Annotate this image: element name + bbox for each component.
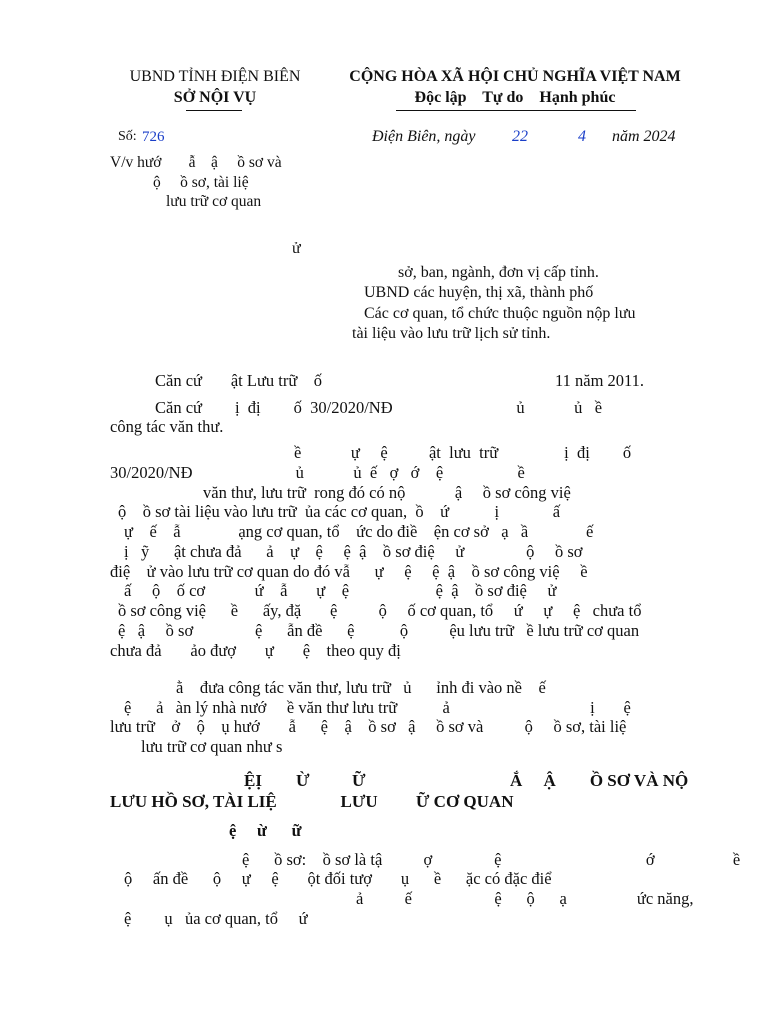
paragraph-line: ồ sơ công việ ề ấy, đặ ệ ộ ố cơ quan, tổ ứ ự ệ chưa tổ [118,601,642,620]
recipient-item: Các cơ quan, tổ chức thuộc nguồn nộp lưu [364,305,636,322]
paragraph-line: ệ ả àn lý nhà nướ ề văn thư lưu trữ ả ị ệ [124,698,631,717]
paragraph-line: lưu trữ ở ộ ụ hướ ẫ ệ ậ ồ sơ ậ ồ sơ và ộ ồ sơ, tài liệ [110,717,627,736]
subsection-heading: ệ ừ ữ [229,821,302,840]
recipient-item: tài liệu vào lưu trữ lịch sử tỉnh. [352,325,551,342]
motto-underline [396,110,636,111]
paragraph-line: ị ỹ ật chưa đả ả ự ệ ệ ậ ồ sơ điệ ử ộ ồ sơ [124,542,583,561]
doc-number: 726 [142,129,165,145]
issuing-org: SỞ NỘI VỤ [173,89,257,106]
paragraph-line: ề ự ệ ật lưu trữ ị đị ố [294,443,632,462]
recipients-lead: ử [292,240,301,257]
paragraph-line: ằ đưa công tác văn thư, lưu trữ ủ ỉnh đi vào nề ế [176,678,546,697]
recipient-item: sở, ban, ngành, đơn vị cấp tỉnh. [398,264,599,281]
doc-day: 22 [512,128,528,145]
paragraph-line: điệ ử vào lưu trữ cơ quan do đó vẫ ự ệ ệ ậ ồ sơ công việ ề [110,562,588,581]
subject-line-3: lưu trữ cơ quan [166,193,262,210]
subject-line-1: V/v hướ ẫ ậ ồ sơ và [110,154,282,171]
recipient-item: UBND các huyện, thị xã, thành phố [364,284,594,301]
section-title-line-1: ỆỊ Ừ Ữ Ắ Ậ Ồ SƠ VÀ NỘ [244,771,689,790]
subject-line-2: ộ ồ sơ, tài liệ [153,174,249,191]
legal-basis-2-line: công tác văn thư. [110,417,224,436]
legal-basis-1-right: 11 năm 2011. [555,371,645,390]
section-title-line-2: LƯU HỒ SƠ, TÀI LIỆ LƯU Ữ CƠ QUAN [110,792,514,811]
doc-month: 4 [578,128,586,145]
legal-basis-1-left: Căn cứ ật Lưu trữ ố [155,371,323,390]
paragraph-line: chưa đả ảo đượ ự ệ theo quy đị [110,641,401,660]
paragraph-line: ự ế ẫ ạng cơ quan, tổ ức do điề ện cơ sở ạ ầ ế [124,522,594,541]
national-title: CỘNG HÒA XÃ HỘI CHỦ NGHĨA VIỆT NAM [349,68,681,85]
doc-number-label: Số: [118,129,137,144]
doc-year: năm 2024 [612,128,676,145]
place-date-prefix: Điện Biên, ngày [372,128,476,145]
org-underline [186,110,242,111]
legal-basis-2-line: Căn cứ ị đị ố 30/2020/NĐ ủ ủ ề [155,398,603,417]
paragraph-line: ệ ậ ồ sơ ệ ẫn đề ệ ộ ệu lưu trữ ề lưu trữ cơ quan [118,621,640,640]
paragraph-line: ả ế ệ ộ ạ ức năng, [356,889,694,908]
paragraph-line: 30/2020/NĐ ủ ủ ế ợ ớ ệ ề [110,463,525,482]
paragraph-line: ộ ồ sơ tài liệu vào lưu trữ ủa các cơ quan, ồ ứ ị ấ [118,502,561,521]
issuing-parent-org: UBND TỈNH ĐIỆN BIÊN [129,68,301,85]
paragraph-line: lưu trữ cơ quan như s [141,737,283,756]
paragraph-line: ệ ồ sơ: ồ sơ là tậ ợ ệ ớ ề [242,850,741,869]
paragraph-line: ấ ộ ố cơ ứ ẫ ự ệ ệ ậ ồ sơ điệ ử [124,581,557,600]
national-motto: Độc lập Tự do Hạnh phúc [414,89,616,106]
paragraph-line: văn thư, lưu trữ rong đó có nộ ậ ồ sơ công việ [203,483,571,502]
paragraph-line: ệ ụ ủa cơ quan, tổ ứ [124,909,308,928]
paragraph-line: ộ ấn đề ộ ự ệ ột đối tượ ụ ề ặc có đặc điể [124,869,552,888]
